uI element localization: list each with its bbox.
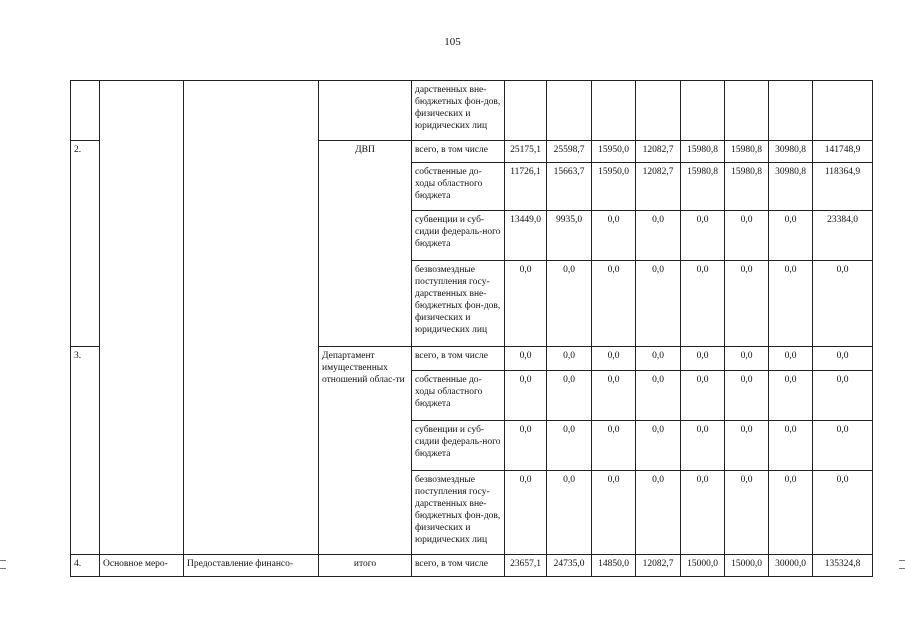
value-cell: 15950,0 [592,163,636,211]
row-number: 3. [71,347,100,555]
value-cell: 0,0 [636,421,681,471]
value-cell: 15980,8 [725,141,769,163]
executor-cell [319,81,412,141]
margin-mark [899,568,905,569]
value-cell: 11726,1 [505,163,547,211]
value-cell: 0,0 [681,421,725,471]
value-cell: 30980,8 [769,163,813,211]
value-cell: 0,0 [769,211,813,261]
value-cell: 0,0 [681,471,725,555]
value-cell: 0,0 [636,261,681,347]
value-cell: 0,0 [681,347,725,371]
table-row [71,81,873,141]
source-cell: субвенции и суб-сидии федераль-ного бюджета [412,211,505,261]
source-cell: субвенции и суб-сидии федераль-ного бюджета [412,421,505,471]
value-cell: 0,0 [813,347,873,371]
value-cell: 15000,0 [681,555,725,577]
row-number: 2. [71,141,100,347]
value-cell: 0,0 [505,471,547,555]
measure-cell [184,81,319,555]
value-cell [725,81,769,141]
value-cell: 0,0 [769,421,813,471]
value-cell: 0,0 [547,347,592,371]
page-number: 105 [444,36,461,48]
value-cell: 13449,0 [505,211,547,261]
value-cell: 0,0 [636,347,681,371]
value-cell: 0,0 [592,471,636,555]
value-cell: 25598,7 [547,141,592,163]
value-cell: 0,0 [813,261,873,347]
value-cell: 0,0 [681,371,725,421]
budget-table [70,80,873,577]
value-cell: 0,0 [769,471,813,555]
value-cell [813,81,873,141]
measure-cell: Предоставление финансо- [184,555,319,577]
event-cell: Основное меро- [100,555,184,577]
value-cell: 23657,1 [505,555,547,577]
value-cell: 0,0 [592,211,636,261]
source-cell: всего, в том числе [412,555,505,577]
value-cell: 0,0 [769,261,813,347]
table-row [71,555,873,577]
value-cell: 141748,9 [813,141,873,163]
value-cell: 0,0 [547,421,592,471]
executor-cell: ДВП [319,141,412,347]
value-cell: 15980,8 [725,163,769,211]
value-cell: 0,0 [769,371,813,421]
value-cell: 0,0 [505,371,547,421]
value-cell: 135324,8 [813,555,873,577]
value-cell: 0,0 [725,211,769,261]
source-cell: собственные до-ходы областного бюджета [412,163,505,211]
value-cell: 0,0 [547,471,592,555]
value-cell [547,81,592,141]
value-cell: 12082,7 [636,555,681,577]
source-cell: безвозмездные поступления госу-дарственных вне-бюджетных фон-дов, физических и юридических лиц [412,261,505,347]
value-cell: 15000,0 [725,555,769,577]
row-number [71,81,100,141]
value-cell: 14850,0 [592,555,636,577]
value-cell: 0,0 [547,261,592,347]
value-cell: 0,0 [725,347,769,371]
value-cell: 15950,0 [592,141,636,163]
value-cell: 0,0 [505,261,547,347]
value-cell: 30980,8 [769,141,813,163]
value-cell: 0,0 [725,421,769,471]
value-cell: 0,0 [813,421,873,471]
value-cell: 30000,0 [769,555,813,577]
value-cell: 15980,8 [681,141,725,163]
value-cell: 0,0 [725,371,769,421]
value-cell [636,81,681,141]
value-cell: 15663,7 [547,163,592,211]
value-cell: 0,0 [813,471,873,555]
value-cell: 15980,8 [681,163,725,211]
margin-mark [0,560,6,561]
value-cell: 12082,7 [636,141,681,163]
value-cell: 0,0 [592,261,636,347]
value-cell: 9935,0 [547,211,592,261]
value-cell: 0,0 [636,371,681,421]
value-cell: 118364,9 [813,163,873,211]
row-number: 4. [71,555,100,577]
value-cell: 0,0 [636,211,681,261]
value-cell: 0,0 [505,421,547,471]
event-cell [100,81,184,555]
source-cell: дарственных вне-бюджетных фон-дов, физических и юридических лиц [412,81,505,141]
value-cell: 0,0 [547,371,592,421]
value-cell: 0,0 [636,471,681,555]
source-cell: всего, в том числе [412,141,505,163]
value-cell: 0,0 [813,371,873,421]
value-cell [769,81,813,141]
value-cell [681,81,725,141]
value-cell: 0,0 [592,421,636,471]
source-cell: всего, в том числе [412,347,505,371]
value-cell: 0,0 [592,347,636,371]
source-cell: собственные до-ходы областного бюджета [412,371,505,421]
value-cell: 0,0 [505,347,547,371]
value-cell [592,81,636,141]
value-cell [505,81,547,141]
value-cell: 12082,7 [636,163,681,211]
value-cell: 25175,1 [505,141,547,163]
value-cell: 23384,0 [813,211,873,261]
value-cell: 24735,0 [547,555,592,577]
executor-cell: Департамент имущественных отношений облас-ти [319,347,412,555]
value-cell: 0,0 [592,371,636,421]
value-cell: 0,0 [681,261,725,347]
value-cell: 0,0 [725,261,769,347]
value-cell: 0,0 [725,471,769,555]
margin-mark [899,560,905,561]
executor-cell: итого [319,555,412,577]
value-cell: 0,0 [769,347,813,371]
value-cell: 0,0 [681,211,725,261]
source-cell: безвозмездные поступления госу-дарственных вне-бюджетных фон-дов, физических и юридических лиц [412,471,505,555]
margin-mark [0,568,6,569]
